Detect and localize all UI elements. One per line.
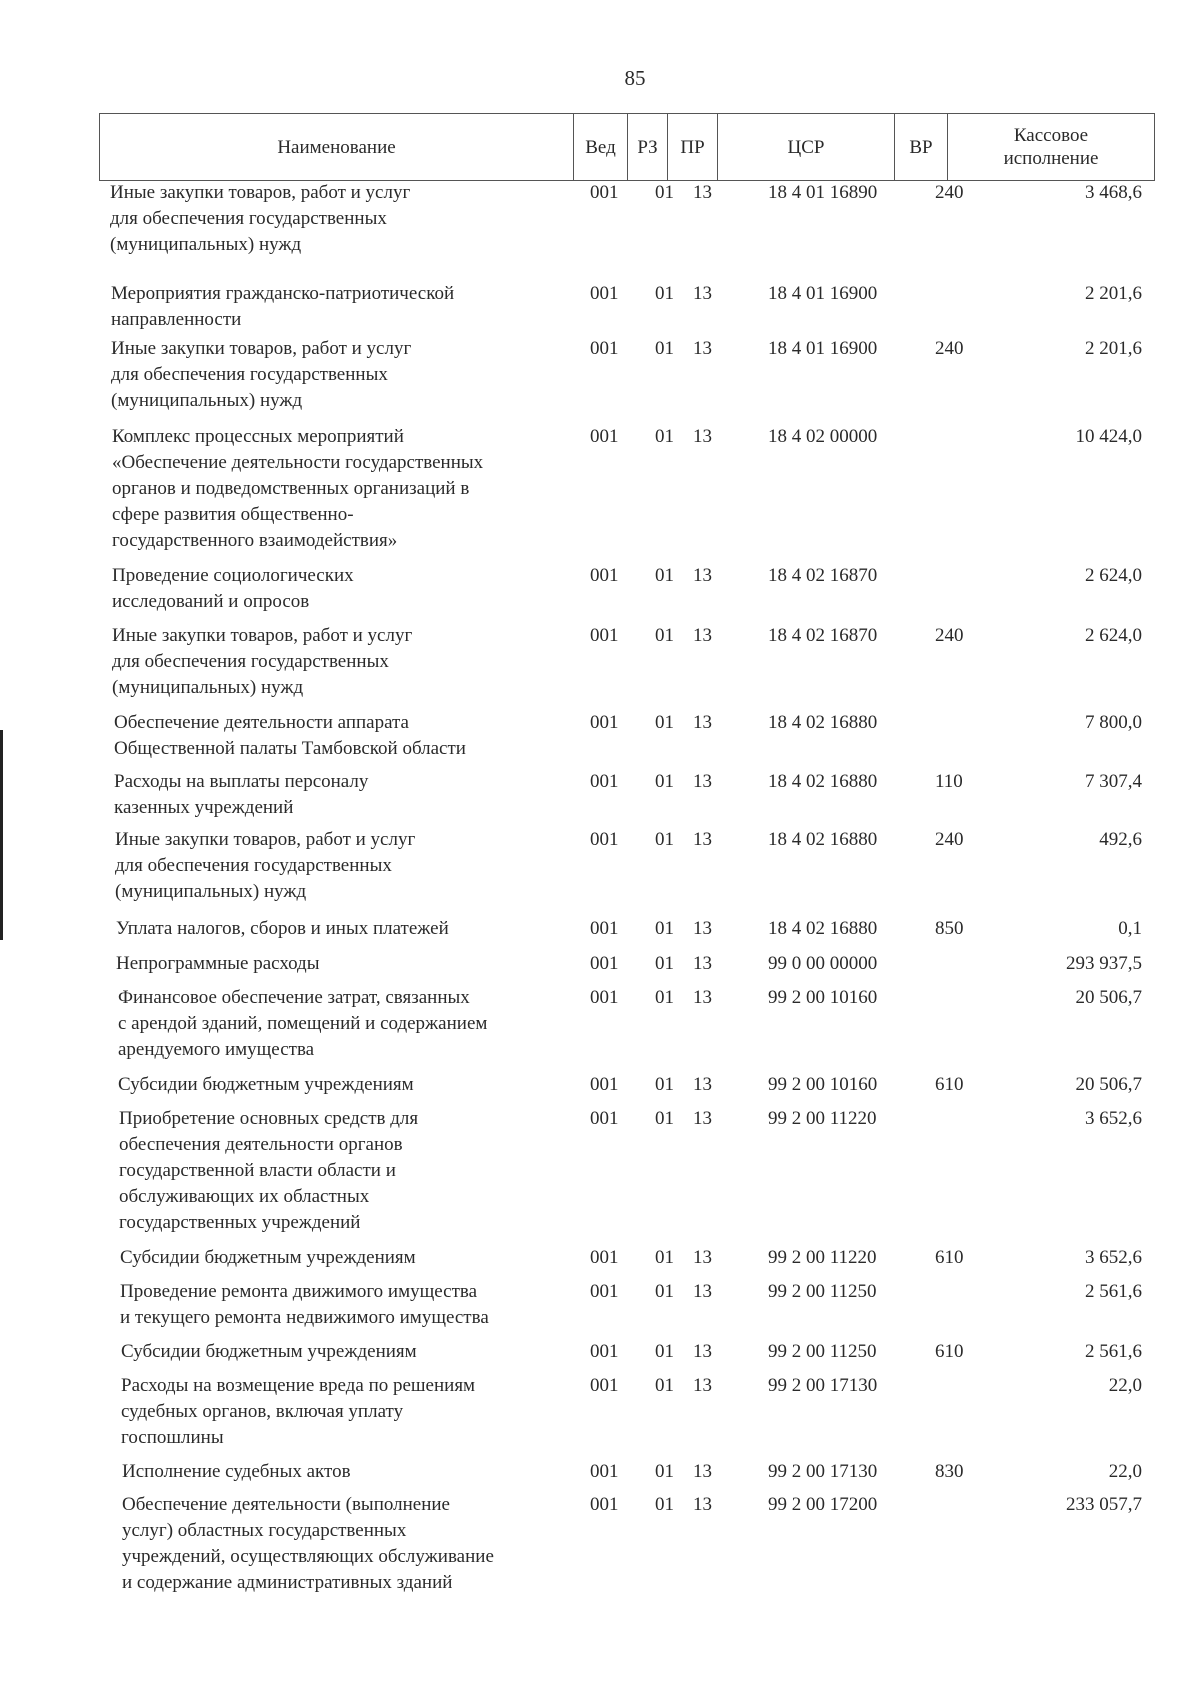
row-name: Непрограммные расходы — [116, 953, 320, 974]
row-name: Финансовое обеспечение затрат, связанных с арендой зданий, помещений и содержанием арендуемого имущества — [118, 987, 488, 1060]
row-csr: 99 2 00 10160 — [768, 987, 878, 1008]
header-amount: Кассовое исполнение — [948, 114, 1155, 181]
row-amount: 7 307,4 — [1085, 771, 1142, 792]
row-name: Проведение ремонта движимого имущества и текущего ремонта недвижимого имущества — [120, 1281, 489, 1328]
row-rz: 01 — [655, 426, 674, 447]
header-pr: ПР — [668, 114, 718, 181]
row-pr: 13 — [693, 283, 712, 304]
row-amount: 2 561,6 — [1085, 1281, 1142, 1302]
row-ved: 001 — [590, 1375, 619, 1396]
row-pr: 13 — [693, 771, 712, 792]
row-ved: 001 — [590, 565, 619, 586]
row-rz: 01 — [655, 1281, 674, 1302]
row-pr: 13 — [693, 1074, 712, 1095]
row-vr: 610 — [935, 1247, 964, 1268]
row-vr: 240 — [935, 338, 964, 359]
row-amount: 20 506,7 — [1075, 987, 1142, 1008]
row-vr: 240 — [935, 829, 964, 850]
row-pr: 13 — [693, 1247, 712, 1268]
row-rz: 01 — [655, 338, 674, 359]
row-csr: 99 2 00 10160 — [768, 1074, 878, 1095]
row-ved: 001 — [590, 918, 619, 939]
row-pr: 13 — [693, 1375, 712, 1396]
row-name: Расходы на возмещение вреда по решениям судебных органов, включая уплату госпошлины — [121, 1375, 476, 1448]
row-csr: 99 2 00 11220 — [768, 1108, 877, 1129]
row-pr: 13 — [693, 1281, 712, 1302]
row-csr: 18 4 02 16880 — [768, 829, 878, 850]
row-pr: 13 — [693, 1461, 712, 1482]
row-rz: 01 — [655, 953, 674, 974]
row-amount: 2 561,6 — [1085, 1341, 1142, 1362]
row-ved: 001 — [590, 771, 619, 792]
row-amount: 2 201,6 — [1085, 338, 1142, 359]
row-rz: 01 — [655, 987, 674, 1008]
row-csr: 99 0 00 00000 — [768, 953, 878, 974]
row-name: Мероприятия гражданско-патриотической направленности — [111, 283, 455, 330]
row-ved: 001 — [590, 625, 619, 646]
row-csr: 18 4 01 16900 — [768, 283, 878, 304]
row-amount: 2 201,6 — [1085, 283, 1142, 304]
header-name: Наименование — [100, 114, 574, 181]
row-ved: 001 — [590, 1247, 619, 1268]
row-name: Иные закупки товаров, работ и услуг для обеспечения государственных (муниципальных) нужд — [112, 625, 413, 698]
row-pr: 13 — [693, 829, 712, 850]
row-csr: 18 4 02 16870 — [768, 625, 878, 646]
row-rz: 01 — [655, 1108, 674, 1129]
row-csr: 18 4 02 16880 — [768, 771, 878, 792]
row-name: Обеспечение деятельности аппарата Общественной палаты Тамбовской области — [114, 712, 466, 759]
row-vr: 850 — [935, 918, 964, 939]
row-ved: 001 — [590, 1074, 619, 1095]
row-amount: 22,0 — [1108, 1461, 1142, 1482]
row-pr: 13 — [693, 426, 712, 447]
row-name: Приобретение основных средств для обеспечения деятельности органов государственной власти области и обслуживающих их областных государственных учреждений — [119, 1108, 419, 1233]
row-vr: 830 — [935, 1461, 964, 1482]
row-name: Расходы на выплаты персоналу казенных учреждений — [114, 771, 369, 818]
row-amount: 3 652,6 — [1085, 1108, 1142, 1129]
row-rz: 01 — [655, 283, 674, 304]
row-pr: 13 — [693, 182, 712, 203]
row-csr: 18 4 02 16880 — [768, 918, 878, 939]
row-csr: 99 2 00 11250 — [768, 1281, 877, 1302]
row-pr: 13 — [693, 1494, 712, 1515]
row-ved: 001 — [590, 829, 619, 850]
row-ved: 001 — [590, 712, 619, 733]
row-vr: 610 — [935, 1341, 964, 1362]
row-ved: 001 — [590, 283, 619, 304]
row-name: Субсидии бюджетным учреждениям — [120, 1247, 416, 1268]
row-rz: 01 — [655, 625, 674, 646]
row-ved: 001 — [590, 1341, 619, 1362]
row-ved: 001 — [590, 426, 619, 447]
header-csr: ЦСР — [718, 114, 895, 181]
header-rz: РЗ — [628, 114, 668, 181]
row-csr: 99 2 00 17200 — [768, 1494, 878, 1515]
row-ved: 001 — [590, 987, 619, 1008]
row-name: Уплата налогов, сборов и иных платежей — [116, 918, 449, 939]
row-csr: 99 2 00 17130 — [768, 1461, 878, 1482]
row-ved: 001 — [590, 182, 619, 203]
row-ved: 001 — [590, 338, 619, 359]
row-amount: 10 424,0 — [1075, 426, 1142, 447]
row-amount: 22,0 — [1108, 1375, 1142, 1396]
row-rz: 01 — [655, 712, 674, 733]
row-name: Комплекс процессных мероприятий «Обеспечение деятельности государственных органов и подведомственных организаций в сфере развития общественно- государственного взаимодействия» — [112, 426, 484, 551]
row-ved: 001 — [590, 1461, 619, 1482]
row-vr: 240 — [935, 625, 964, 646]
row-vr: 110 — [935, 771, 963, 792]
row-amount: 2 624,0 — [1085, 625, 1142, 646]
row-rz: 01 — [655, 918, 674, 939]
row-pr: 13 — [693, 565, 712, 586]
row-rz: 01 — [655, 771, 674, 792]
scan-edge-mark — [0, 730, 3, 940]
page-number: 85 — [624, 66, 646, 90]
row-vr: 240 — [935, 182, 964, 203]
row-rz: 01 — [655, 182, 674, 203]
row-pr: 13 — [693, 712, 712, 733]
row-csr: 18 4 02 16870 — [768, 565, 878, 586]
row-csr: 99 2 00 11220 — [768, 1247, 877, 1268]
row-amount: 2 624,0 — [1085, 565, 1142, 586]
row-name: Иные закупки товаров, работ и услуг для обеспечения государственных (муниципальных) нужд — [111, 338, 412, 411]
row-amount: 3 468,6 — [1085, 182, 1142, 203]
row-vr: 610 — [935, 1074, 964, 1095]
row-name: Проведение социологических исследований и опросов — [112, 565, 354, 612]
row-pr: 13 — [693, 1108, 712, 1129]
row-pr: 13 — [693, 1341, 712, 1362]
row-pr: 13 — [693, 987, 712, 1008]
row-rz: 01 — [655, 565, 674, 586]
row-amount: 492,6 — [1099, 829, 1142, 850]
row-name: Обеспечение деятельности (выполнение услуг) областных государственных учреждений, осуществляющих обслуживание и содержание административных зданий — [122, 1494, 494, 1593]
row-csr: 18 4 02 00000 — [768, 426, 878, 447]
row-pr: 13 — [693, 625, 712, 646]
row-csr: 18 4 01 16900 — [768, 338, 878, 359]
row-name: Субсидии бюджетным учреждениям — [121, 1341, 417, 1362]
row-csr: 99 2 00 17130 — [768, 1375, 878, 1396]
row-rz: 01 — [655, 1375, 674, 1396]
row-csr: 18 4 01 16890 — [768, 182, 878, 203]
row-csr: 18 4 02 16880 — [768, 712, 878, 733]
row-rz: 01 — [655, 1461, 674, 1482]
row-name: Субсидии бюджетным учреждениям — [118, 1074, 414, 1095]
row-name: Иные закупки товаров, работ и услуг для обеспечения государственных (муниципальных) нужд — [110, 182, 411, 255]
row-name: Иные закупки товаров, работ и услуг для обеспечения государственных (муниципальных) нужд — [115, 829, 416, 902]
row-amount: 233 057,7 — [1066, 1494, 1142, 1515]
row-rz: 01 — [655, 1494, 674, 1515]
row-pr: 13 — [693, 953, 712, 974]
row-ved: 001 — [590, 1494, 619, 1515]
header-ved: Вед — [574, 114, 628, 181]
row-pr: 13 — [693, 338, 712, 359]
row-csr: 99 2 00 11250 — [768, 1341, 877, 1362]
row-amount: 3 652,6 — [1085, 1247, 1142, 1268]
row-amount: 20 506,7 — [1075, 1074, 1142, 1095]
row-amount: 7 800,0 — [1085, 712, 1142, 733]
row-pr: 13 — [693, 918, 712, 939]
row-ved: 001 — [590, 1281, 619, 1302]
row-rz: 01 — [655, 1247, 674, 1268]
row-ved: 001 — [590, 953, 619, 974]
row-rz: 01 — [655, 1341, 674, 1362]
row-amount: 293 937,5 — [1066, 953, 1142, 974]
row-ved: 001 — [590, 1108, 619, 1129]
row-rz: 01 — [655, 829, 674, 850]
row-amount: 0,1 — [1118, 918, 1142, 939]
row-name: Исполнение судебных актов — [122, 1461, 351, 1482]
header-vr: ВР — [895, 114, 948, 181]
row-rz: 01 — [655, 1074, 674, 1095]
